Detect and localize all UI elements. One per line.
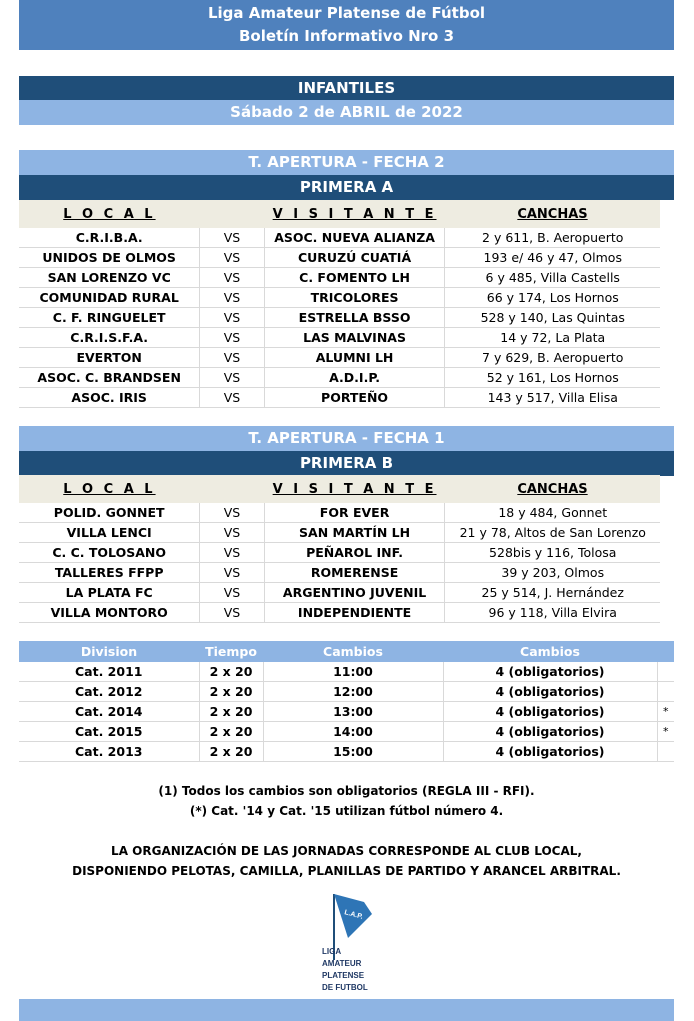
local-header: L O C A L xyxy=(19,200,200,228)
mark-cell xyxy=(657,662,674,682)
changes-cell: 4 (obligatorios) xyxy=(443,682,657,702)
hour-cell: 11:00 xyxy=(263,662,443,682)
versus-label: VS xyxy=(200,268,264,288)
versus-label: VS xyxy=(200,583,264,603)
visitor-team: PORTEÑO xyxy=(264,388,445,408)
local-team: C. C. TOLOSANO xyxy=(19,543,200,563)
mark-cell: * xyxy=(657,722,674,742)
schedule-row xyxy=(19,682,674,702)
hour-cell: 14:00 xyxy=(263,722,443,742)
time-cell: 2 x 20 xyxy=(199,742,263,762)
venue: 2 y 611, B. Aeropuerto xyxy=(445,228,660,248)
venue: 39 y 203, Olmos xyxy=(445,563,660,583)
local-team: LA PLATA FC xyxy=(19,583,200,603)
logo-flag-text: L.A.P. xyxy=(343,909,364,921)
venue: 66 y 174, Los Hornos xyxy=(445,288,660,308)
visitor-team: A.D.I.P. xyxy=(264,368,445,388)
fixture-row xyxy=(19,388,660,408)
versus-label: VS xyxy=(200,288,264,308)
bulletin-header xyxy=(19,0,674,50)
fixture-row xyxy=(19,603,660,623)
venue: 143 y 517, Villa Elisa xyxy=(445,388,660,408)
organization-line-1: LA ORGANIZACIÓN DE LAS JORNADAS CORRESPONDE AL CLUB LOCAL, xyxy=(111,844,582,858)
schedule-row xyxy=(19,702,674,722)
venue: 7 y 629, B. Aeropuerto xyxy=(445,348,660,368)
local-team: ASOC. C. BRANDSEN xyxy=(19,368,200,388)
local-header: L O C A L xyxy=(19,475,200,503)
local-team: C. F. RINGUELET xyxy=(19,308,200,328)
hour-cell: 13:00 xyxy=(263,702,443,722)
fixture-row xyxy=(19,503,660,523)
time-cell: 2 x 20 xyxy=(199,682,263,702)
visitor-team: CURUZÚ CUATIÁ xyxy=(264,248,445,268)
division-header: Division xyxy=(19,641,199,662)
schedule-row xyxy=(19,742,674,762)
venue-header: CANCHAS xyxy=(445,475,660,503)
time-header: Tiempo xyxy=(199,641,263,662)
time-cell: 2 x 20 xyxy=(199,722,263,742)
visitor-team: ALUMNI LH xyxy=(264,348,445,368)
venue: 14 y 72, La Plata xyxy=(445,328,660,348)
venue: 6 y 485, Villa Castells xyxy=(445,268,660,288)
local-team: ASOC. IRIS xyxy=(19,388,200,408)
division-cell: Cat. 2013 xyxy=(19,742,199,762)
fixtures-header-a xyxy=(19,200,660,228)
fixture-row xyxy=(19,268,660,288)
organization-line-2: DISPONIENDO PELOTAS, CAMILLA, PLANILLAS DE PARTIDO Y ARANCEL ARBITRAL. xyxy=(72,864,621,878)
fixture-row xyxy=(19,348,660,368)
visitor-team: PEÑAROL INF. xyxy=(264,543,445,563)
local-team: C.R.I.B.A. xyxy=(19,228,200,248)
fixtures-table-a xyxy=(19,200,660,408)
logo-line: AMATEUR xyxy=(322,959,362,968)
visitor-team: FOR EVER xyxy=(264,503,445,523)
changes-cell: 4 (obligatorios) xyxy=(443,722,657,742)
venue: 21 y 78, Altos de San Lorenzo xyxy=(445,523,660,543)
division-cell: Cat. 2015 xyxy=(19,722,199,742)
local-team: UNIDOS DE OLMOS xyxy=(19,248,200,268)
hour-cell: 15:00 xyxy=(263,742,443,762)
note-ball: (*) Cat. '14 y Cat. '15 utilizan fútbol número 4. xyxy=(189,804,504,818)
fixture-row xyxy=(19,583,660,603)
visitor-team: ESTRELLA BSSO xyxy=(264,308,445,328)
spacer-header xyxy=(200,200,264,228)
section-a-title: T. APERTURA - FECHA 2 xyxy=(19,150,674,175)
versus-label: VS xyxy=(200,228,264,248)
venue: 52 y 161, Los Hornos xyxy=(445,368,660,388)
organization-block xyxy=(19,841,674,881)
mark-header xyxy=(657,641,674,662)
fixtures-header-b xyxy=(19,475,660,503)
visitor-team: SAN MARTÍN LH xyxy=(264,523,445,543)
logo-wordmark xyxy=(322,946,368,994)
venue-header: CANCHAS xyxy=(445,200,660,228)
logo-line: LIGA xyxy=(322,947,342,956)
mark-cell: * xyxy=(657,702,674,722)
versus-label: VS xyxy=(200,328,264,348)
schedule-row xyxy=(19,722,674,742)
versus-label: VS xyxy=(200,248,264,268)
venue: 25 y 514, J. Hernández xyxy=(445,583,660,603)
fixture-row xyxy=(19,228,660,248)
fixture-row xyxy=(19,523,660,543)
local-team: SAN LORENZO VC xyxy=(19,268,200,288)
visitor-team: INDEPENDIENTE xyxy=(264,603,445,623)
changes-header: Cambios xyxy=(443,641,657,662)
fixture-row xyxy=(19,288,660,308)
mark-cell xyxy=(657,742,674,762)
versus-label: VS xyxy=(200,603,264,623)
visitor-team: C. FOMENTO LH xyxy=(264,268,445,288)
venue: 96 y 118, Villa Elvira xyxy=(445,603,660,623)
local-team: EVERTON xyxy=(19,348,200,368)
time-cell: 2 x 20 xyxy=(199,702,263,722)
hour-cell: 12:00 xyxy=(263,682,443,702)
fixture-row xyxy=(19,563,660,583)
fixture-row xyxy=(19,248,660,268)
spacer-header xyxy=(200,475,264,503)
note-changes: (1) Todos los cambios son obligatorios (REGLA III - RFI). xyxy=(158,784,535,798)
mark-cell xyxy=(657,682,674,702)
league-name: Liga Amateur Platense de Fútbol xyxy=(207,4,486,22)
versus-label: VS xyxy=(200,308,264,328)
local-team: TALLERES FFPP xyxy=(19,563,200,583)
section-b-division: PRIMERA B xyxy=(19,451,674,476)
section-a-division: PRIMERA A xyxy=(19,175,674,200)
versus-label: VS xyxy=(200,368,264,388)
versus-label: VS xyxy=(200,523,264,543)
versus-label: VS xyxy=(200,503,264,523)
visitor-team: TRICOLORES xyxy=(264,288,445,308)
visitor-header: V I S I T A N T E xyxy=(264,475,445,503)
versus-label: VS xyxy=(200,388,264,408)
local-team: C.R.I.S.F.A. xyxy=(19,328,200,348)
logo-line: DE FUTBOL xyxy=(322,983,368,992)
local-team: POLID. GONNET xyxy=(19,503,200,523)
venue: 193 e/ 46 y 47, Olmos xyxy=(445,248,660,268)
division-cell: Cat. 2011 xyxy=(19,662,199,682)
fixtures-table-b xyxy=(19,475,660,623)
visitor-team: ROMERENSE xyxy=(264,563,445,583)
venue: 528bis y 116, Tolosa xyxy=(445,543,660,563)
visitor-team: ARGENTINO JUVENIL xyxy=(264,583,445,603)
fixture-row xyxy=(19,308,660,328)
visitor-header: V I S I T A N T E xyxy=(264,200,445,228)
versus-label: VS xyxy=(200,348,264,368)
visitor-team: LAS MALVINAS xyxy=(264,328,445,348)
footer-band xyxy=(19,999,674,1021)
fixture-row xyxy=(19,368,660,388)
section-b-title: T. APERTURA - FECHA 1 xyxy=(19,426,674,451)
time-cell: 2 x 20 xyxy=(199,662,263,682)
fixture-row xyxy=(19,543,660,563)
division-cell: Cat. 2014 xyxy=(19,702,199,722)
local-team: COMUNIDAD RURAL xyxy=(19,288,200,308)
changes-cell: 4 (obligatorios) xyxy=(443,742,657,762)
versus-label: VS xyxy=(200,543,264,563)
hour-header: Cambios xyxy=(263,641,443,662)
visitor-team: ASOC. NUEVA ALIANZA xyxy=(264,228,445,248)
versus-label: VS xyxy=(200,563,264,583)
schedule-row xyxy=(19,662,674,682)
fixture-row xyxy=(19,328,660,348)
logo-line: PLATENSE xyxy=(322,971,365,980)
category-title: INFANTILES xyxy=(19,76,674,100)
changes-cell: 4 (obligatorios) xyxy=(443,702,657,722)
match-date: Sábado 2 de ABRIL de 2022 xyxy=(19,100,674,125)
schedule-table xyxy=(19,641,674,762)
schedule-header xyxy=(19,641,674,662)
notes-block xyxy=(19,781,674,821)
local-team: VILLA MONTORO xyxy=(19,603,200,623)
local-team: VILLA LENCI xyxy=(19,523,200,543)
venue: 528 y 140, Las Quintas xyxy=(445,308,660,328)
venue: 18 y 484, Gonnet xyxy=(445,503,660,523)
bulletin-number: Boletín Informativo Nro 3 xyxy=(238,27,455,45)
changes-cell: 4 (obligatorios) xyxy=(443,662,657,682)
division-cell: Cat. 2012 xyxy=(19,682,199,702)
